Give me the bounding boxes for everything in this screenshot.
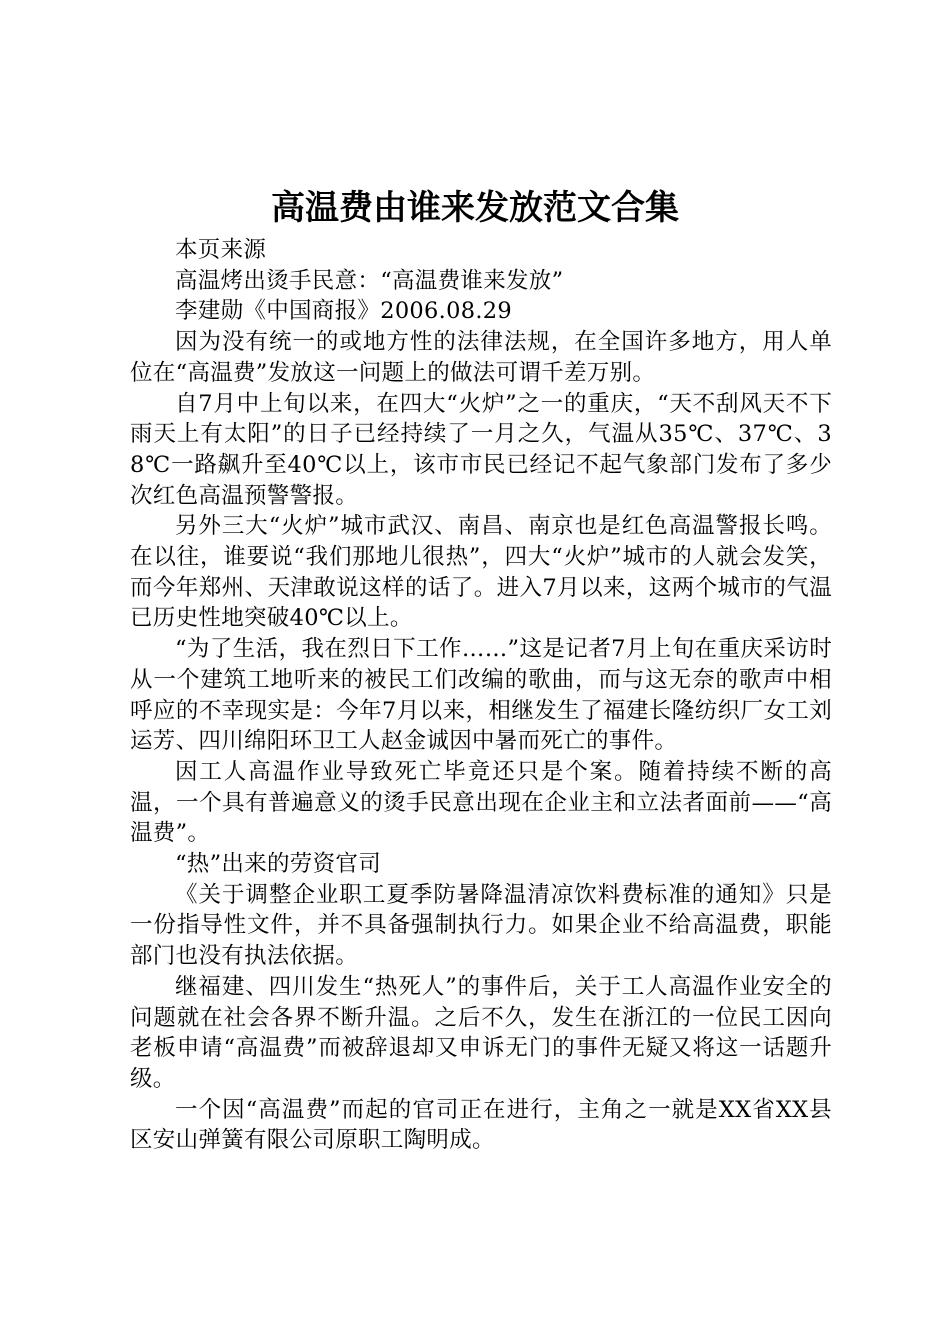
paragraph-subheading: “热”出来的劳资官司 (175, 851, 382, 878)
paragraph: 因为没有统一的或地方性的法律法规，在全国许多地方，用人单位在“高温费”发放这一问题上的做法可谓千差万别。 (130, 329, 832, 386)
paragraph-headline: 高温烤出烫手民意：“高温费谁来发放” (175, 267, 564, 294)
paragraph: 一个因“高温费”而起的官司正在进行，主角之一就是XX省XX县区安山弹簧有限公司原职工陶明成。 (130, 1096, 832, 1154)
paragraph: 《关于调整企业职工夏季防暑降温清凉饮料费标准的通知》只是一份指导性文件，并不具备强制执行力。如果企业不给高温费，职能部门也没有执法依据。 (130, 881, 832, 970)
paragraph-byline: 李建勋《中国商报》2006.08.29 (175, 298, 513, 325)
document-title: 高温费由谁来发放范文合集 (271, 188, 679, 228)
paragraph: 因工人高温作业导致死亡毕竟还只是个案。随着持续不断的高温，一个具有普遍意义的烫手民意出现在企业主和立法者面前——“高温费”。 (130, 758, 832, 847)
paragraph: 自7月中上旬以来，在四大“火炉”之一的重庆，“天不刮风天不下雨天上有太阳”的日子已经持续了一月之久，气温从35℃、37℃、38℃一路飙升至40℃以上，该市市民已经记不起气象部门发布了多少次红色高温预警警报。 (130, 390, 832, 509)
document-body (130, 235, 832, 1156)
paragraph: 继福建、四川发生“热死人”的事件后，关于工人高温作业安全的问题就在社会各界不断升温。之后不久，发生在浙江的一位民工因向老板申请“高温费”而被辞退却又申诉无门的事件无疑又将这一话题升级。 (130, 973, 832, 1092)
paragraph: “为了生活，我在烈日下工作……”这是记者7月上旬在重庆采访时从一个建筑工地听来的被民工们改编的歌曲，而与这无奈的歌声中相呼应的不幸现实是：今年7月以来，相继发生了福建长隆纺织厂女工刘运芳、四川绵阳环卫工人赵金诚因中暑而死亡的事件。 (130, 636, 832, 755)
paragraph-source: 本页来源 (175, 237, 267, 263)
paragraph: 另外三大“火炉”城市武汉、南昌、南京也是红色高温警报长鸣。在以往，谁要说“我们那地儿很热”，四大“火炉”城市的人就会发笑，而今年郑州、天津敢说这样的话了。进入7月以来，这两个城市的气温已历史性地突破40℃以上。 (130, 513, 832, 632)
